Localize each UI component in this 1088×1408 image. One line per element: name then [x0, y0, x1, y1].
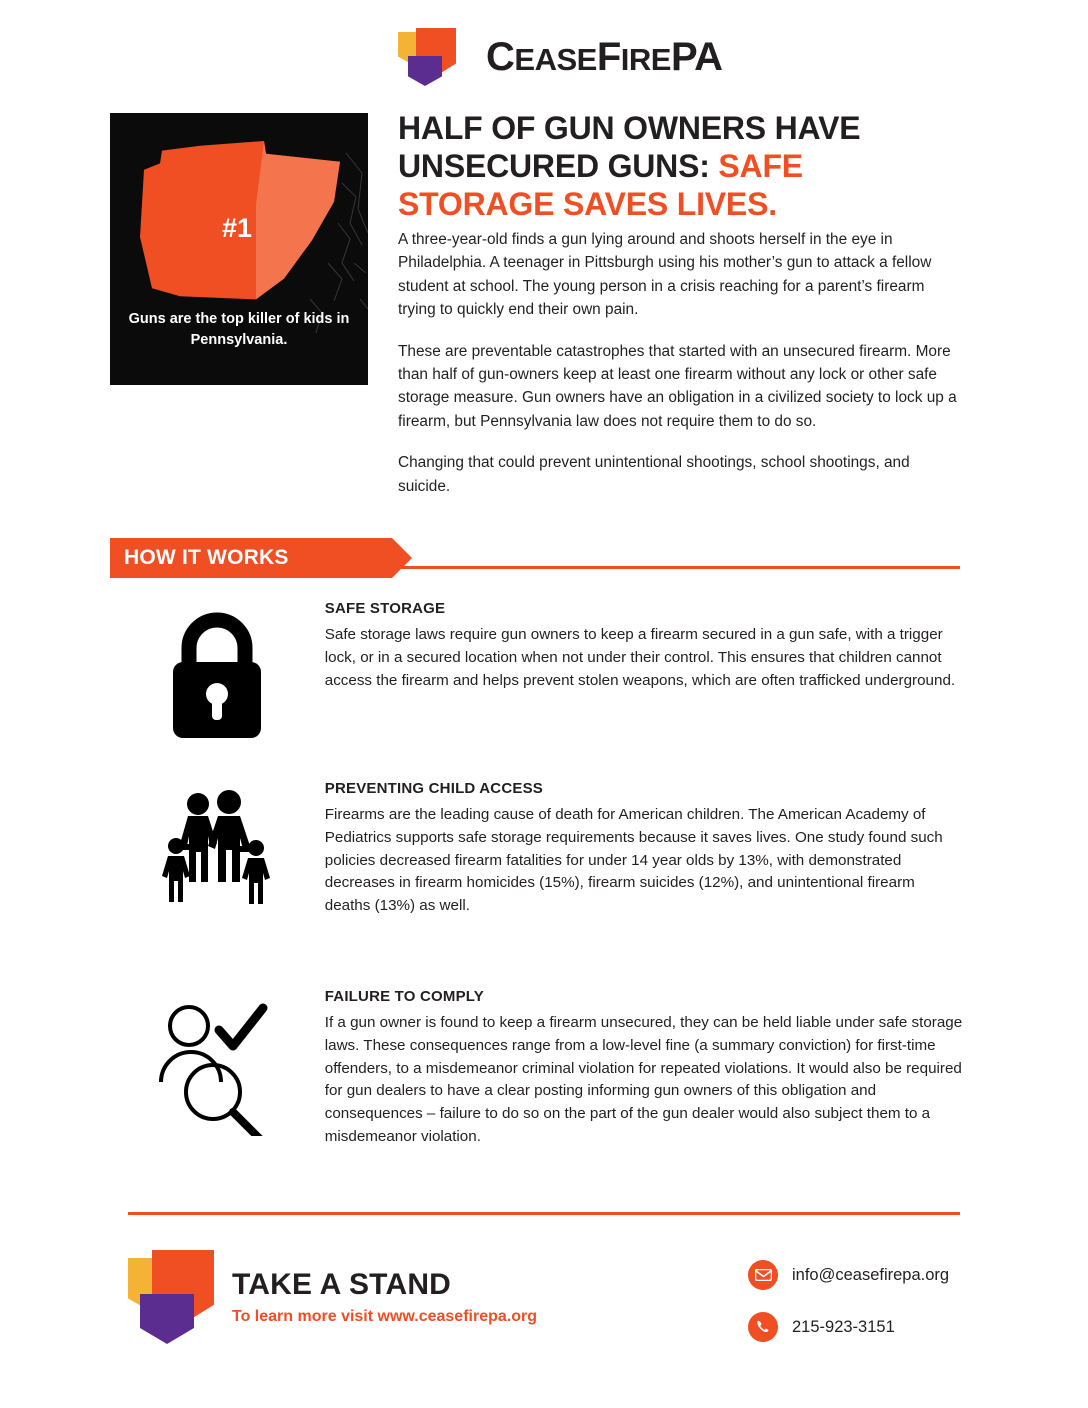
ceasefirepa-logo-icon — [398, 28, 476, 86]
section-body: Firearms are the leading cause of death for American children. The American Academy of Pediatrics supports safe storage requirements because it saves lives. One study found such policies decreased firearm fatalities for under 14 year olds by 13%, with demonstrated decreases in firearm homicides (15%), firearm suicides (12%), and unintentional firearm deaths (13%) as well. — [324, 806, 943, 915]
inspection-magnifier-icon — [147, 996, 287, 1136]
brand-logo — [398, 28, 723, 86]
intro-paragraph-2: These are preventable catastrophes that started with an unsecured firearm. More than half of gun-owners keep at least one firearm without any lock or other safe storage measure. Gun owners have an obligation in a civilized society to lock up a firearm, but Pennsylvania law does not require them to do so. — [398, 342, 957, 430]
phone-number[interactable]: 215-923-3151 — [792, 1317, 895, 1336]
padlock-icon — [157, 608, 277, 738]
section-title: SAFE STORAGE — [324, 600, 446, 617]
take-a-stand-heading: TAKE A STAND — [232, 1268, 452, 1301]
hero-map-image — [110, 113, 368, 385]
rank-badge: #1 — [222, 213, 253, 243]
section-text-column — [325, 988, 964, 1149]
section-body: If a gun owner is found to keep a firearm unsecured, they can be held liable under safe storage laws. These consequences range from a low-level fine (a summary conviction) for first-time offenders, to a misdemeanor criminal violation for repeated violations. It would also be required for gun dealers to have a clear posting informing gun owners of this obligation and consequences – failure to do so on the part of the gun dealer would also subject them to a misdemeanor violation. — [324, 1014, 963, 1145]
intro-paragraph-1: A three-year-old finds a gun lying around and shoots herself in the eye in Philadelphia. A teenager in Pittsburgh using his mother’s gun to attack a fellow student at school. The young person in a crisis reaching for a parent’s firearm trying to quickly end their own pain. — [398, 231, 932, 319]
section-icon-column — [110, 988, 325, 1149]
footer-logo-icon — [128, 1250, 214, 1346]
headline-line1: HALF OF GUN OWNERS HAVE — [398, 110, 861, 146]
how-it-works-banner: HOW IT WORKS — [110, 538, 392, 578]
footer-divider-rule — [128, 1212, 960, 1215]
section-text-column — [325, 600, 964, 738]
section-text-column — [325, 780, 964, 918]
headline-accent2: STORAGE SAVES LIVES. — [398, 185, 777, 222]
section-icon-column — [110, 600, 325, 738]
section-safe-storage — [110, 600, 964, 738]
contact-phone-row[interactable] — [748, 1312, 949, 1342]
intro-paragraph-3: Changing that could prevent unintentional shootings, school shootings, and suicide. — [398, 454, 910, 495]
intro-copy — [398, 228, 964, 516]
section-preventing-child-access — [110, 780, 964, 918]
section-body: Safe storage laws require gun owners to keep a firearm secured in a gun safe, with a trigger lock, or in a secured location when not under their control. This ensures that children cannot access the firearm and helps prevent stolen weapons, which are often trafficked underground. — [324, 626, 956, 689]
page-title — [398, 110, 964, 223]
contact-email-row[interactable] — [748, 1260, 949, 1290]
hero-caption: Guns are the top killer of kids in Pennsylvania. — [128, 311, 350, 349]
email-address[interactable]: info@ceasefirepa.org — [792, 1265, 950, 1284]
logo-shape-purple — [408, 56, 442, 86]
contact-block — [748, 1260, 949, 1364]
footer-logo-shape-purple — [140, 1294, 194, 1344]
family-icon — [152, 788, 282, 913]
learn-more-link[interactable]: To learn more visit www.ceasefirepa.org — [232, 1308, 537, 1325]
phone-icon — [748, 1312, 778, 1342]
section-title: FAILURE TO COMPLY — [324, 988, 485, 1005]
section-icon-column — [110, 780, 325, 918]
banner-arrow-shape — [392, 538, 412, 578]
brand-wordmark: CEASEFIREPA — [486, 34, 723, 79]
headline-line2: UNSECURED GUNS: — [398, 147, 719, 184]
headline-accent1: SAFE — [718, 147, 803, 184]
section-title: PREVENTING CHILD ACCESS — [324, 780, 543, 797]
section-failure-to-comply — [110, 988, 964, 1149]
banner-divider-rule — [392, 566, 960, 569]
envelope-icon — [748, 1260, 778, 1290]
